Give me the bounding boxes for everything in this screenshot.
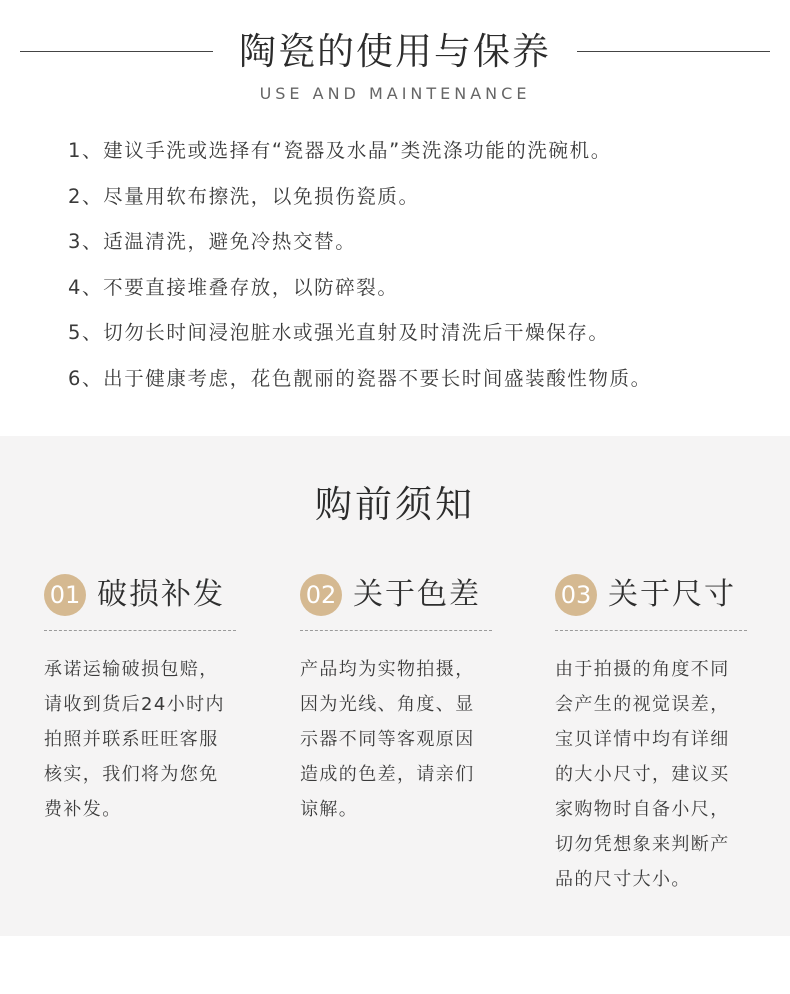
column-line: 造成的色差，请亲们 [300,764,475,785]
column-header [300,574,495,616]
care-item: 5、切勿长时间浸泡脏水或强光直射及时清洗后干燥保存。 [68,321,610,345]
column-line: 承诺运输破损包赔， [44,659,219,680]
notice-section [0,436,790,936]
dashed-divider [300,630,492,631]
number-badge: 01 [44,574,86,616]
dashed-divider [44,630,236,631]
column-line: 谅解。 [300,799,359,820]
title-rule-left [20,51,213,52]
column-header [44,574,239,616]
column-line: 切勿凭想象来判断产 [555,834,730,855]
column-header [555,574,750,616]
column-body [555,652,750,897]
column-line: 宝贝详情中均有详细 [555,729,730,750]
column-title: 关于尺寸 [608,577,736,612]
column-line: 请收到货后24小时内 [44,694,225,715]
column-title: 关于色差 [353,577,481,612]
care-item: 3、适温清洗，避免冷热交替。 [68,230,357,254]
notice-column-color [300,574,495,827]
column-title: 破损补发 [97,577,225,612]
dashed-divider [555,630,747,631]
care-title: 陶瓷的使用与保养 [239,30,551,73]
column-body [44,652,239,827]
column-body [300,652,495,827]
column-line: 的大小尺寸，建议买 [555,764,730,785]
column-line: 家购物时自备小尺， [555,799,730,820]
column-line: 费补发。 [44,799,122,820]
care-item: 1、建议手洗或选择有“瓷器及水晶”类洗涤功能的洗碗机。 [68,139,612,162]
care-item: 4、不要直接堆叠存放，以防碎裂。 [68,275,399,299]
column-line: 产品均为实物拍摄， [300,659,475,680]
column-line: 拍照并联系旺旺客服 [44,729,219,750]
column-line: 因为光线、角度、显 [300,694,475,715]
number-badge: 02 [300,574,342,616]
number-badge: 03 [555,574,597,616]
care-item: 2、尽量用软布擦洗，以免损伤瓷质。 [68,184,420,208]
column-line: 由于拍摄的角度不同 [555,659,730,680]
notice-title: 购前须知 [315,483,475,526]
column-line: 会产生的视觉误差， [555,694,730,715]
column-line: 示器不同等客观原因 [300,729,475,750]
care-title-row [0,22,790,82]
title-rule-right [577,51,770,52]
care-section [0,0,790,436]
notice-column-damage [44,574,239,827]
column-line: 品的尺寸大小。 [555,869,691,890]
care-subtitle: USE AND MAINTENANCE [259,84,531,103]
notice-column-size [555,574,750,897]
care-list [68,128,768,402]
column-line: 核实，我们将为您免 [44,764,219,785]
care-item: 6、出于健康考虑，花色靓丽的瓷器不要长时间盛装酸性物质。 [68,366,652,390]
footer-spacer [0,936,790,994]
